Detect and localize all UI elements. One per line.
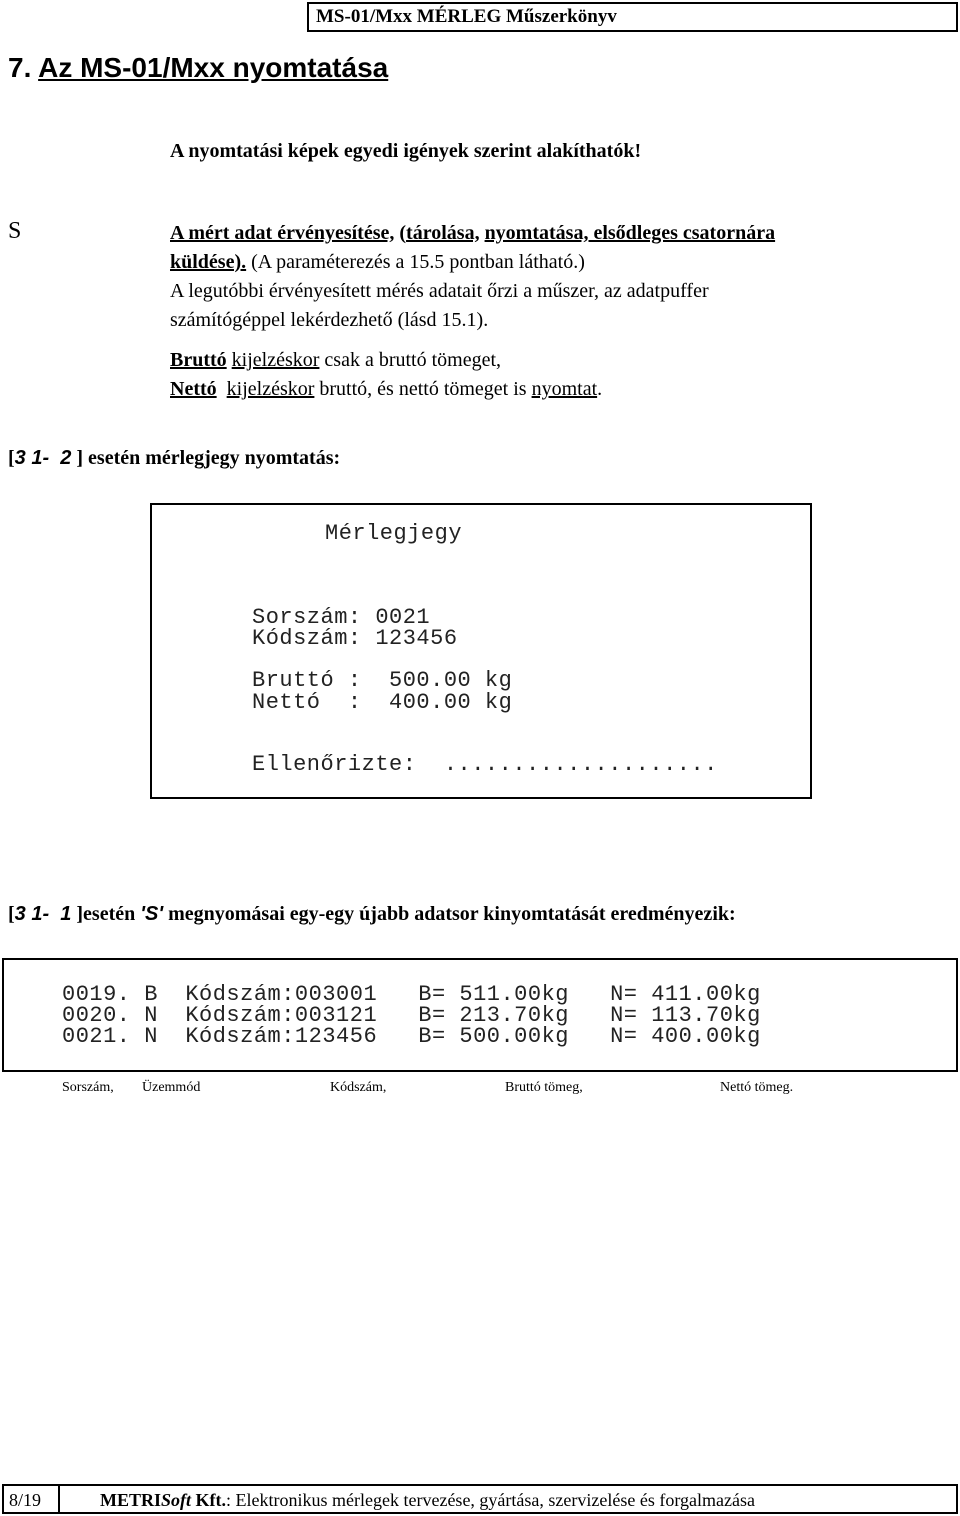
netto-line	[170, 378, 602, 401]
ticket-line-netto: Nettó : 400.00 kg	[252, 690, 513, 715]
brutto-line	[170, 349, 501, 372]
company-name-a: METRI	[100, 1490, 162, 1510]
key-line-1a: A mért adat érvényesítése,	[170, 222, 395, 244]
case2-code: 3 1- 2	[14, 447, 72, 469]
header-title: MS-01/Mxx MÉRLEG Műszerkönyv	[316, 6, 617, 27]
netto-end: .	[597, 378, 603, 400]
ticket-line-checked: Ellenőrizte: ....................	[252, 752, 718, 777]
brutto-rest: csak a bruttó tömeget,	[319, 349, 502, 371]
key-line-1e: nyomtatása, elsődleges csatornára	[484, 222, 776, 244]
caption-code: Kódszám,	[330, 1080, 387, 1095]
key-line-2a: küldése).	[170, 251, 247, 273]
brutto-mode: kijelzéskor	[231, 349, 320, 371]
caption-serial: Sorszám,	[62, 1080, 114, 1095]
case2-heading	[8, 447, 340, 470]
log-row: 0020. N Kódszám:003121 B= 213.70kg N= 113.70kg	[62, 1003, 761, 1028]
key-line-1b: (	[394, 222, 407, 244]
netto-label: Nettó	[170, 378, 217, 400]
ticket-line-serial: Sorszám: 0021	[252, 605, 431, 630]
caption-mode: Üzemmód	[142, 1080, 201, 1095]
footer-text	[100, 1490, 755, 1511]
case2-open: [	[8, 447, 15, 469]
company-name-b: Soft	[161, 1490, 192, 1510]
key-line-2	[170, 251, 585, 274]
case1-heading	[8, 903, 736, 926]
footer-divider	[58, 1484, 60, 1514]
key-line-2b: (A paraméterezés a 15.5 pontban látható.)	[246, 251, 585, 273]
netto-mode: kijelzéskor	[226, 378, 315, 400]
ticket-line-brutto: Bruttó : 500.00 kg	[252, 668, 513, 693]
section-heading	[8, 52, 388, 84]
log-row: 0019. B Kódszám:003001 B= 511.00kg N= 411.00kg	[62, 982, 761, 1007]
key-line-1	[170, 222, 775, 245]
netto-verb: nyomtat	[531, 378, 598, 400]
case2-close: ] esetén mérlegjegy nyomtatás:	[71, 447, 341, 469]
section-title: Az MS-01/Mxx nyomtatása	[38, 52, 389, 83]
company-name-c: Kft.	[191, 1490, 227, 1510]
key-line-1c: tárolása,	[406, 222, 480, 244]
ticket-line-code: Kódszám: 123456	[252, 626, 458, 651]
case1-key: 'S'	[140, 903, 164, 925]
netto-gap	[217, 378, 227, 400]
case1-open: [	[8, 903, 15, 925]
case1-code: 3 1- 1	[14, 903, 72, 925]
caption-net: Nettó tömeg.	[720, 1080, 794, 1095]
section-number: 7.	[8, 52, 32, 83]
intro-text: A nyomtatási képek egyedi igények szerint alakíthatók!	[170, 140, 642, 162]
caption-gross: Bruttó tömeg,	[505, 1080, 583, 1095]
key-line-3: A legutóbbi érvényesített mérés adatait őrzi a műszer, az adatpuffer	[170, 280, 709, 302]
key-line-4: számítógéppel lekérdezhető (lásd 15.1).	[170, 309, 489, 331]
case1-rest: megnyomásai egy-egy újabb adatsor kinyomtatását eredményezik:	[163, 903, 736, 925]
case1-mid: ]esetén	[71, 903, 141, 925]
key-letter: S	[8, 218, 22, 244]
netto-rest: bruttó, és nettó tömeget is	[314, 378, 532, 400]
company-tagline: : Elektronikus mérlegek tervezése, gyártása, szervizelése és forgalmazása	[226, 1490, 755, 1510]
log-row: 0021. N Kódszám:123456 B= 500.00kg N= 400.00kg	[62, 1024, 761, 1049]
ticket-title: Mérlegjegy	[325, 521, 463, 546]
brutto-label: Bruttó	[170, 349, 227, 371]
page-number: 8/19	[9, 1490, 42, 1510]
